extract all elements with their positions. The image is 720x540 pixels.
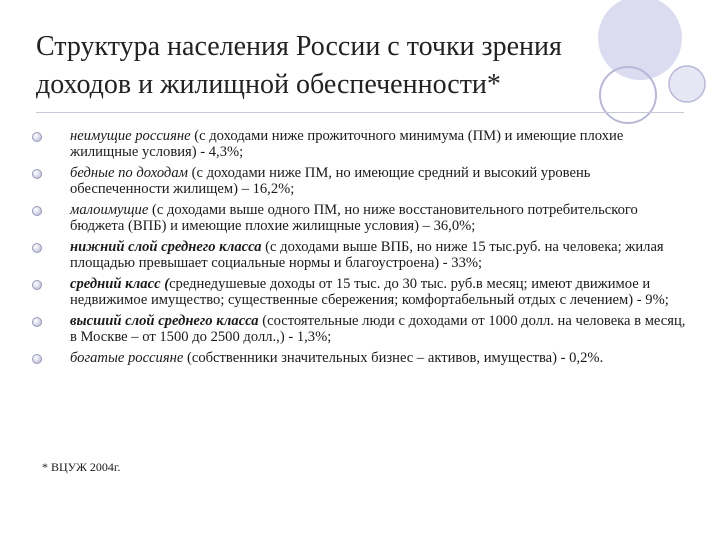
item-text: (с доходами ниже ПМ, но имеющие средний и высокий уровень обеспеченности жилищем) – 16,2%; (70, 165, 591, 197)
list-item (32, 239, 692, 271)
source-footnote: * ВЦУЖ 2004г. (42, 460, 121, 474)
list-item (32, 202, 692, 234)
item-term: бедные по доходам (70, 165, 188, 181)
item-term: малоимущие (70, 202, 149, 218)
list-item (32, 313, 692, 345)
item-term: средний класс ( (70, 276, 170, 292)
item-term: богатые россияне (70, 350, 184, 366)
list-item (32, 276, 692, 308)
bullet-icon (32, 206, 42, 216)
bullet-icon (32, 280, 42, 290)
slide-title-line-2: доходов и жилищной обеспеченности* (36, 69, 501, 100)
item-text: (с доходами ниже прожиточного минимума (ПМ) и имеющие плохие жилищные условия) - 4,3%; (70, 128, 624, 160)
bullet-icon (32, 317, 42, 327)
population-structure-list (32, 128, 692, 371)
list-item (32, 128, 692, 160)
item-text: (собственники значительных бизнес – активов, имущества) - 0,2%. (183, 350, 604, 366)
item-text: (с доходами выше ВПБ, но ниже 15 тыс.руб. на человека; жилая площадью превышает социальные нормы и благоустроена) - 33%; (70, 239, 664, 271)
slide-title-line-1: Структура населения России с точки зрения (36, 31, 562, 62)
title-divider (36, 112, 684, 113)
item-text: (с доходами выше одного ПМ, но ниже восстановительного потребительского бюджета (ВПБ) и имеющие плохие жилищные условия) – 36,0%; (70, 202, 638, 234)
item-term: нижний слой среднего класса (70, 239, 262, 255)
bullet-icon (32, 243, 42, 253)
deco-circle-small (669, 66, 705, 102)
item-term: высший слой среднего класса (70, 313, 259, 329)
list-item (32, 165, 692, 197)
item-text: среднедушевые доходы от 15 тыс. до 30 тыс. руб.в месяц; имеют движимое и недвижимое имущество; существенные сбережения; комфортабельный отдых с лечением) - 9%; (70, 276, 669, 308)
item-term: неимущие россияне (70, 128, 191, 144)
slide-title (36, 28, 656, 104)
bullet-icon (32, 354, 42, 364)
bullet-icon (32, 169, 42, 179)
bullet-icon (32, 132, 42, 142)
list-item (32, 350, 692, 366)
item-text: (состоятельные люди с доходами от 1000 долл. на человека в месяц, в Москве – от 1500 до 2500 долл.,) - 1,3%; (70, 313, 686, 345)
